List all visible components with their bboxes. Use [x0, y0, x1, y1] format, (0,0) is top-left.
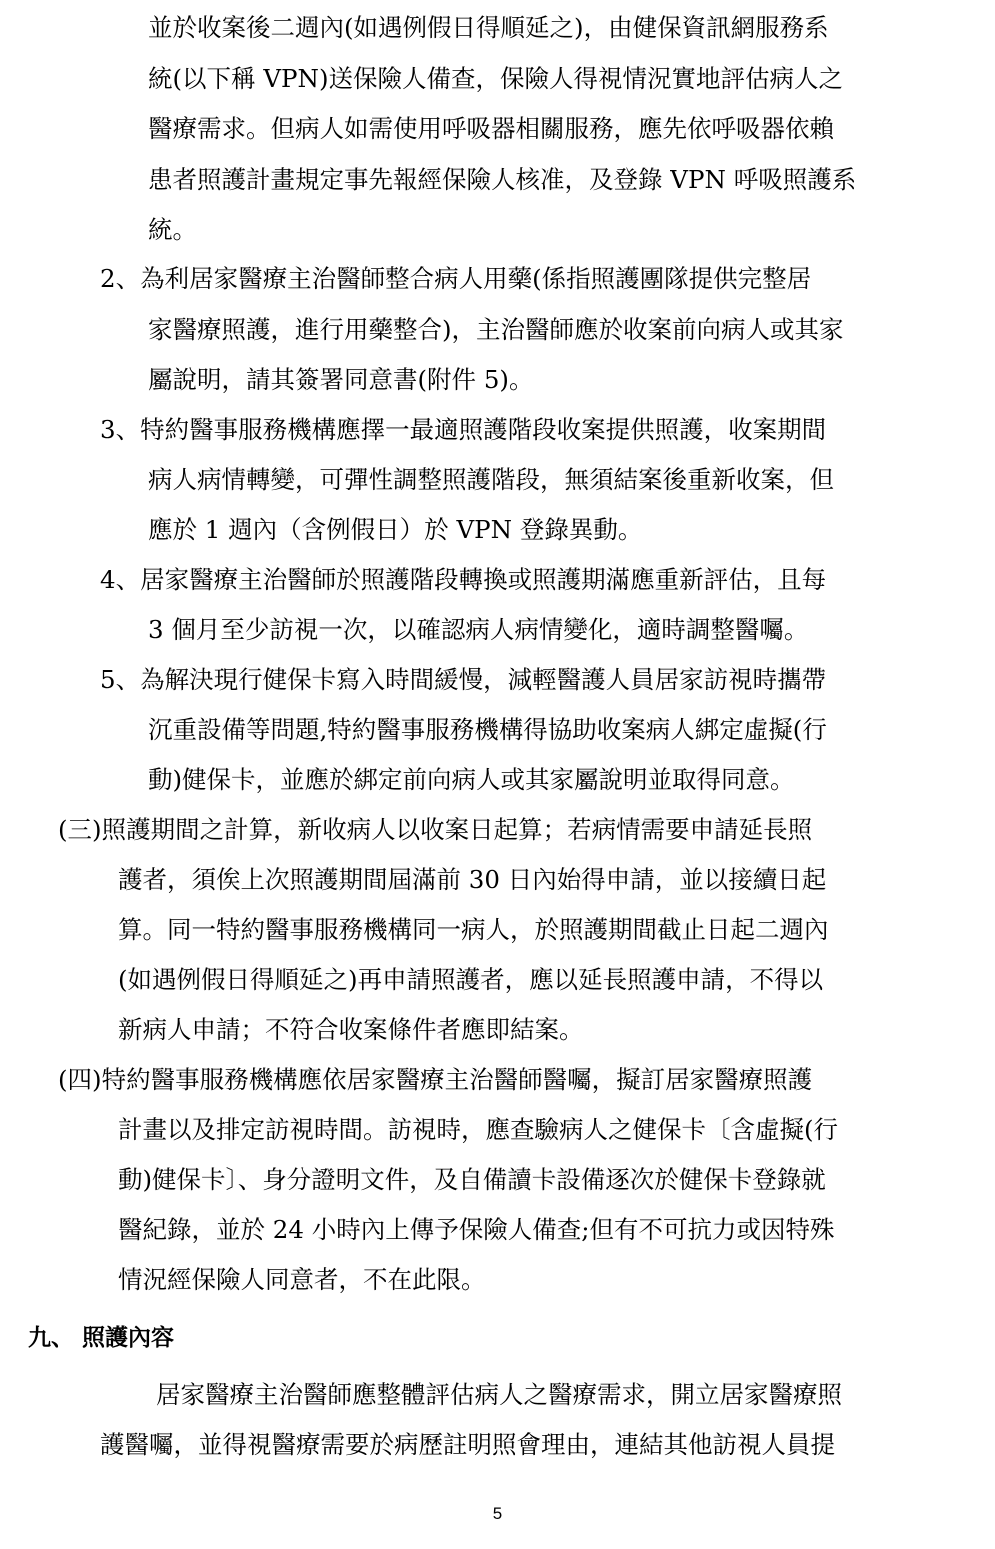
paragraph-line: (如遇例假日得順延之)再申請照護者，應以延長照護申請，不得以 — [118, 965, 824, 994]
list-item-2: 2、為利居家醫療主治醫師整合病人用藥(係指照護團隊提供完整居 — [100, 264, 812, 293]
paragraph-line: 3 個月至少訪視一次，以確認病人病情變化，適時調整醫囑。 — [148, 615, 809, 644]
paragraph-line: 統(以下稱 VPN)送保險人備查，保險人得視情況實地評估病人之 — [148, 64, 844, 93]
subsection-3: (三)照護期間之計算，新收病人以收案日起算；若病情需要申請延長照 — [58, 815, 813, 844]
paragraph-line: 醫療需求。但病人如需使用呼吸器相關服務，應先依呼吸器依賴 — [148, 114, 834, 143]
list-item-4: 4、居家醫療主治醫師於照護階段轉換或照護期滿應重新評估，且每 — [100, 565, 827, 594]
list-item-3: 3、特約醫事服務機構應擇一最適照護階段收案提供照護，收案期間 — [100, 415, 827, 444]
paragraph-line: 應於 1 週內（含例假日）於 VPN 登錄異動。 — [148, 515, 643, 544]
paragraph-line: 算。同一特約醫事服務機構同一病人，於照護期間截止日起二週內 — [118, 915, 829, 944]
paragraph-line: 沉重設備等問題,特約醫事服務機構得協助收案病人綁定虛擬(行 — [148, 715, 827, 744]
page-number: 5 — [492, 1504, 503, 1523]
paragraph-line: 動)健保卡〕、身分證明文件，及自備讀卡設備逐次於健保卡登錄就 — [118, 1165, 826, 1194]
paragraph-line: 醫紀錄，並於 24 小時內上傳予保險人備查;但有不可抗力或因特殊 — [118, 1215, 835, 1244]
list-item-5: 5、為解決現行健保卡寫入時間緩慢，減輕醫護人員居家訪視時攜帶 — [100, 665, 827, 694]
paragraph-line: 居家醫療主治醫師應整體評估病人之醫療需求，開立居家醫療照 — [156, 1380, 842, 1409]
paragraph-line: 病人病情轉變，可彈性調整照護階段，無須結案後重新收案，但 — [148, 465, 834, 494]
paragraph-line: 新病人申請；不符合收案條件者應即結案。 — [118, 1015, 584, 1044]
paragraph-line: 並於收案後二週內(如遇例假日得順延之)，由健保資訊網服務系 — [148, 13, 829, 42]
paragraph-line: 家醫療照護，進行用藥整合)，主治醫師應於收案前向病人或其家 — [148, 315, 844, 344]
paragraph-line: 患者照護計畫規定事先報經保險人核准，及登錄 VPN 呼吸照護系 — [148, 165, 857, 194]
section-heading: 九、 照護內容 — [28, 1325, 175, 1351]
paragraph-line: 統。 — [148, 215, 197, 244]
paragraph-line: 護醫囑，並得視醫療需要於病歷註明照會理由，連結其他訪視人員提 — [100, 1430, 835, 1459]
paragraph-line: 情況經保險人同意者，不在此限。 — [118, 1265, 486, 1294]
paragraph-line: 動)健保卡，並應於綁定前向病人或其家屬說明並取得同意。 — [148, 765, 795, 794]
paragraph-line: 護者，須俟上次照護期間屆滿前 30 日內始得申請，並以接續日起 — [118, 865, 827, 894]
subsection-4: (四)特約醫事服務機構應依居家醫療主治醫師醫囑，擬訂居家醫療照護 — [58, 1065, 813, 1094]
paragraph-line: 計畫以及排定訪視時間。訪視時，應查驗病人之健保卡〔含虛擬(行 — [118, 1115, 839, 1144]
paragraph-line: 屬說明，請其簽署同意書(附件 5)。 — [148, 365, 534, 394]
